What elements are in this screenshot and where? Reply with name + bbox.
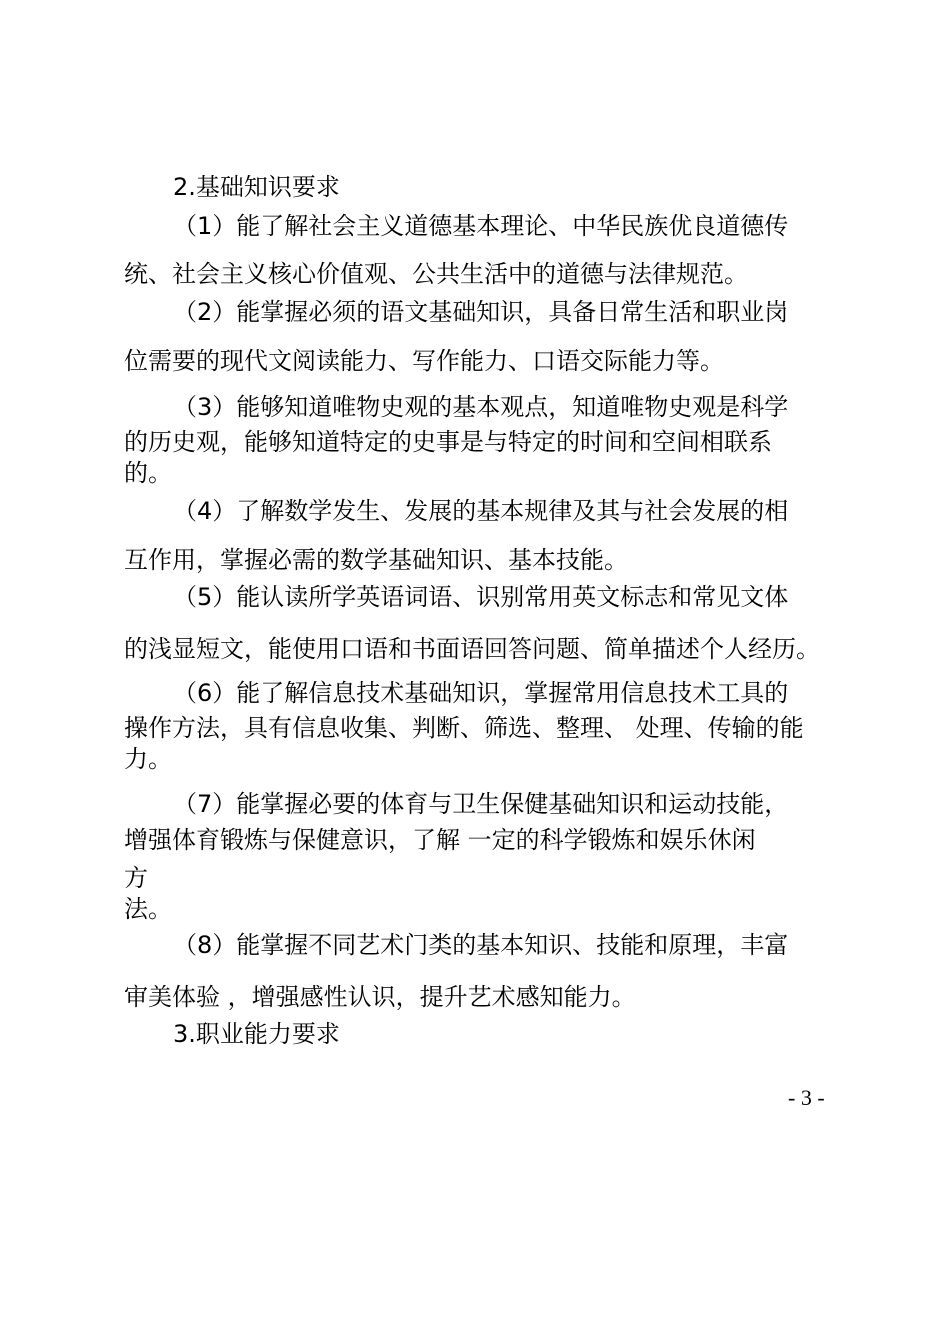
list-item-3-line-2: 的历史观，能够知道特定的史事是与特定的时间和空间相联系 bbox=[124, 428, 772, 456]
list-item-5-line-1: （5）能认读所学英语词语、识别常用英文标志和常见文体 bbox=[173, 583, 789, 611]
list-item-6-line-2: 操作方法，具有信息收集、判断、筛选、整理、 处理、传输的能 bbox=[124, 714, 804, 742]
section-heading: 2.基础知识要求 bbox=[173, 173, 340, 201]
list-item-5-line-2: 的浅显短文，能使用口语和书面语回答问题、简单描述个人经历。 bbox=[124, 635, 820, 663]
list-item-1-line-1: （1）能了解社会主义道德基本理论、中华民族优良道德传 bbox=[173, 212, 789, 240]
list-item-4-line-2: 互作用，掌握必需的数学基础知识、基本技能。 bbox=[124, 546, 628, 574]
section-heading: 3.职业能力要求 bbox=[173, 1020, 340, 1048]
list-item-2-line-2: 位需要的现代文阅读能力、写作能力、口语交际能力等。 bbox=[124, 347, 724, 375]
list-item-7-line-2: 增强体育锻炼与保健意识，了解 一定的科学锻炼和娱乐休闲 bbox=[124, 826, 756, 854]
list-item-1-line-2: 统、社会主义核心价值观、公共生活中的道德与法律规范。 bbox=[124, 260, 748, 288]
list-item-3-line-3: 的。 bbox=[124, 459, 172, 487]
list-item-3-line-1: （3）能够知道唯物史观的基本观点，知道唯物史观是科学 bbox=[173, 393, 789, 421]
list-item-6-line-1: （6）能了解信息技术基础知识，掌握常用信息技术工具的 bbox=[173, 679, 789, 707]
list-item-7-line-3: 方 bbox=[124, 864, 148, 892]
list-item-7-line-1: （7）能掌握必要的体育与卫生保健基础知识和运动技能， bbox=[173, 790, 789, 818]
list-item-2-line-1: （2）能掌握必须的语文基础知识，具备日常生活和职业岗 bbox=[173, 298, 789, 326]
list-item-4-line-1: （4）了解数学发生、发展的基本规律及其与社会发展的相 bbox=[173, 497, 789, 525]
list-item-6-line-3: 力。 bbox=[124, 745, 172, 773]
list-item-8-line-2: 审美体验 ，增强感性认识，提升艺术感知能力。 bbox=[124, 983, 636, 1011]
list-item-7-line-4: 法。 bbox=[124, 895, 172, 923]
page-number: - 3 - bbox=[788, 1085, 825, 1110]
list-item-8-line-1: （8）能掌握不同艺术门类的基本知识、技能和原理，丰富 bbox=[173, 931, 789, 959]
